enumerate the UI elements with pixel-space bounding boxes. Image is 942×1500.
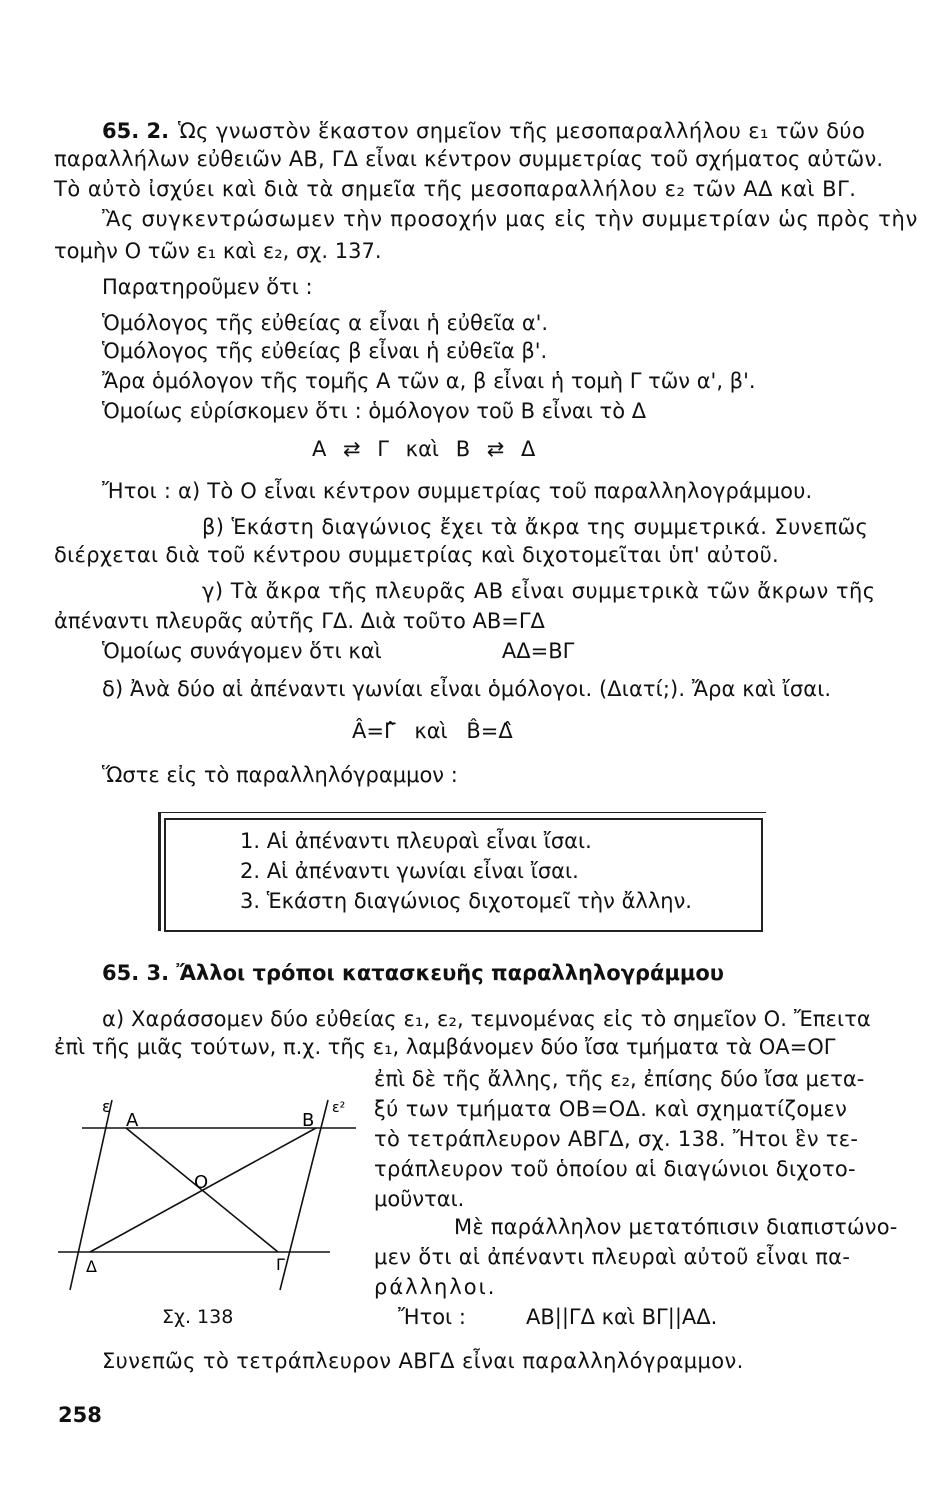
label-A: Α	[126, 1110, 139, 1131]
text-line: Ὁμοίως εὑρίσκομεν ὅτι : ὁμόλογον τοῦ Β εἶναι τὸ Δ	[102, 399, 647, 423]
text-line: Μὲ παράλληλον μετατόπισιν διαπιστώνο-	[454, 1215, 898, 1239]
text-line: Ὡς γνωστὸν ἕκαστον σημεῖον τῆς μεσοπαραλλήλου ε₁ τῶν δύο	[178, 119, 866, 143]
text-line: διέρχεται διὰ τοῦ κέντρου συμμετρίας καὶ διχοτομεῖται ὑπ' αὐτοῦ.	[54, 543, 779, 567]
section-number: 65. 2.	[102, 119, 170, 143]
label-e1: ε	[102, 1097, 111, 1116]
text-line: μοῦνται.	[374, 1187, 465, 1211]
label-D: Δ	[86, 1257, 97, 1276]
text-line: ἐπὶ τῆς μιᾶς τούτων, π.χ. τῆς ε₁, λαμβάνομεν δύο ἴσα τμήματα τὰ ΟΑ=ΟΓ	[54, 1035, 836, 1059]
label-O: Ο	[194, 1172, 209, 1193]
symmetry-pairs: Α ⇄ Γ καὶ Β ⇄ Δ	[312, 437, 536, 461]
text-line: Ὁμοίως συνάγομεν ὅτι καὶ ΑΔ=ΒΓ	[102, 639, 575, 663]
text-line: γ) Τὰ ἄκρα τῆς πλευρᾶς ΑΒ εἶναι συμμετρικὰ τῶν ἄκρων τῆς	[202, 579, 876, 603]
text-line: Ἤτοι : α) Τὸ Ο εἶναι κέντρον συμμετρίας τοῦ παραλληλογράμμου.	[102, 479, 813, 503]
text-line: μεν ὅτι αἱ ἀπέναντι πλευραὶ αὐτοῦ εἶναι πα-	[374, 1245, 851, 1269]
summary-item: 2. Αἱ ἀπέναντι γωνίαι εἶναι ἴσαι.	[240, 859, 579, 883]
text-line: β) Ἑκάστη διαγώνιος ἔχει τὰ ἄκρα της συμμετρικά. Συνεπῶς	[202, 515, 869, 539]
summary-item: 1. Αἱ ἀπέναντι πλευραὶ εἶναι ἴσαι.	[240, 829, 592, 853]
text-line: ἐπὶ δὲ τῆς ἄλλης, τῆς ε₂, ἐπίσης δύο ἴσα μετα-	[374, 1067, 865, 1091]
text-line: Ἤτοι : ΑΒ||ΓΔ καὶ ΒΓ||ΑΔ.	[398, 1305, 718, 1329]
summary-item: 3. Ἑκάστη διαγώνιος διχοτομεῖ τὴν ἄλλην.	[240, 889, 692, 913]
text-line: Παρατηροῦμεν ὅτι :	[102, 275, 313, 299]
section-heading: 65. 3. Ἄλλοι τρόποι κατασκευῆς παραλληλογράμμου	[102, 961, 724, 985]
text-line: Ὁμόλογος τῆς εὐθείας β εἶναι ἡ εὐθεῖα β'.	[102, 339, 548, 363]
text-line: ξύ των τμήματα ΟΒ=ΟΔ. καὶ σχηματίζομεν	[374, 1097, 848, 1121]
figure-caption: Σχ. 138	[162, 1306, 234, 1328]
text-line: Ὁμόλογος τῆς εὐθείας α εἶναι ἡ εὐθεῖα α'.	[102, 311, 549, 335]
text-line: παραλλήλων εὐθειῶν ΑΒ, ΓΔ εἶναι κέντρον συμμετρίας τοῦ σχήματος αὐτῶν.	[54, 147, 884, 171]
text-line: Συνεπῶς τὸ τετράπλευρον ΑΒΓΔ εἶναι παραλληλόγραμμον.	[102, 1349, 744, 1373]
page-number: 258	[58, 1403, 102, 1427]
text-line: τράπλευρον τοῦ ὁποίου αἱ διαγώνιοι διχοτο-	[374, 1157, 856, 1181]
text-line: ἀπέναντι πλευρᾶς αὐτῆς ΓΔ. Διὰ τοῦτο ΑΒ=ΓΔ	[54, 609, 545, 633]
text-line: τὸ τετράπλευρον ΑΒΓΔ, σχ. 138. Ἤτοι ἓν τε-	[374, 1127, 859, 1151]
label-B: Β	[302, 1110, 315, 1131]
text-line: δ) Ἀνὰ δύο αἱ ἀπέναντι γωνίαι εἶναι ὁμόλογοι. (Διατί;). Ἄρα καὶ ἴσαι.	[102, 677, 832, 701]
text-line: τομὴν Ο τῶν ε₁ καὶ ε₂, σχ. 137.	[54, 239, 382, 263]
angle-equalities: Â=Γ̂ καὶ B̂=Δ̂	[352, 719, 513, 743]
text-line: ράλληλοι.	[374, 1275, 497, 1299]
text-line: Ἄρα ὁμόλογον τῆς τομῆς Α τῶν α, β εἶναι ἡ τομὴ Γ τῶν α', β'.	[102, 369, 756, 393]
label-G: Γ	[276, 1255, 285, 1274]
text-line: Τὸ αὐτὸ ἰσχύει καὶ διὰ τὰ σημεῖα τῆς μεσοπαραλλήλου ε₂ τῶν ΑΔ καὶ ΒΓ.	[54, 177, 857, 201]
text-line: Ὥστε εἰς τὸ παραλληλόγραμμον :	[102, 763, 458, 787]
text-line: α) Χαράσσομεν δύο εὐθείας ε₁, ε₂, τεμνομένας εἰς τὸ σημεῖον Ο. Ἔπειτα	[102, 1007, 871, 1031]
label-e2: ε²	[332, 1100, 346, 1116]
text-line: Ἂς συγκεντρώσωμεν τὴν προσοχήν μας εἰς τὴν συμμετρίαν ὡς πρὸς τὴν	[102, 207, 918, 231]
